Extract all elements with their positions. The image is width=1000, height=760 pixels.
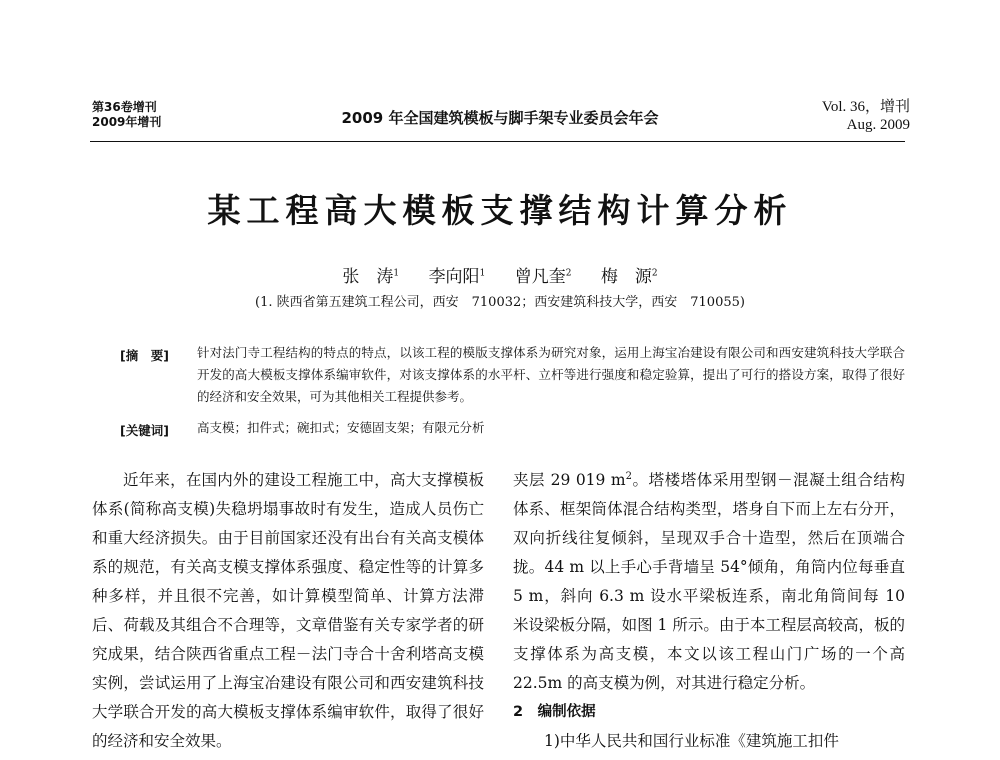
abstract-label: [摘 要] [120,348,169,363]
paper-title: 某工程高大模板支撑结构计算分析 [207,191,793,230]
author: 曾凡奎$^2$ [514,267,572,287]
keywords-text: 高支模；扣件式；碗扣式；安德固支架；有限元分析 [197,420,485,435]
affiliation: (1. 陕西省第五建筑工程公司，西安 710032；西安建筑科技大学，西安 710055) [255,295,745,310]
author: 张 涛$^1$ [342,267,400,287]
intro-paragraph: 近年来，在国内外的建设工程施工中，高大支撑模板体系(简称高支模)失稳坍塌事故时有发生，造成人员伤亡和重大经济损失。由于目前国家还没有出台有关高支模体系的规范，有关高支模支撑体系强度、稳定性等的计算多种多样，并且很不完善，如计算模型简单、计算方法滞后、荷载及其组合不合理等，文章借鉴有关专家学者的研究成果，结合陕西省重点工程－法门寺合十舍利塔高支模实例，尝试运用了上海宝冶建设有限公司和西安建筑科技大学联合开发的高大模板支撑体系编审软件，取得了很好的经济和安全效果。 [92,471,484,750]
author: 李向阳$^1$ [428,267,486,287]
header-rule [90,141,905,142]
project-paragraph: 夹层 29 019 $m^2$。塔楼塔体采用型钢－混凝土组合结构体系、框架筒体混合结构类型，塔身自下而上左右分开，双向折线往复倾斜，呈现双手合十造型，然后在顶端合拢。44 m 以上手心手背墙呈 54°倾角，角筒内位每垂直 5 m，斜向 6.3 m 设水平梁板连系，南北角筒间每 10 米设梁板分隔，如图 1 所示。由于本工程层高较高，板的支撑体系为高支模，本文以该工程山门广场的一个高 22.5m 的高支模为例，对其进行稳定分析。 [513,470,905,692]
author: 梅 源$^2$ [600,267,658,287]
body-column-left [92,466,484,756]
basis-paragraph: 1)中华人民共和国行业标准《建筑施工扣件 [544,732,839,750]
journal-year: 2009年增刊 [92,115,162,129]
publication-date: Aug. 2009 [846,117,910,133]
section-heading: 2 编制依据 [513,704,596,720]
volume-info [822,98,910,134]
body-column-right [513,466,905,756]
volume-number: Vol. 36，增刊 [821,99,910,115]
abstract-text: 针对法门寺工程结构的特点的特点，以该工程的模版支撑体系为研究对象，运用上海宝冶建设有限公司和西安建筑科技大学联合开发的高大模板支撑体系编审软件，对该支撑体系的水平杆、立杆等进行强度和稳定验算，提出了可行的搭设方案，取得了很好的经济和安全效果，可为其他相关工程提供参考。 [197,345,905,404]
author-list [0,262,1000,287]
keywords-label: [关键词] [120,423,169,438]
conference-name: 2009 年全国建筑模板与脚手架专业委员会年会 [341,109,659,127]
journal-volume: 第36卷增刊 [92,100,157,114]
